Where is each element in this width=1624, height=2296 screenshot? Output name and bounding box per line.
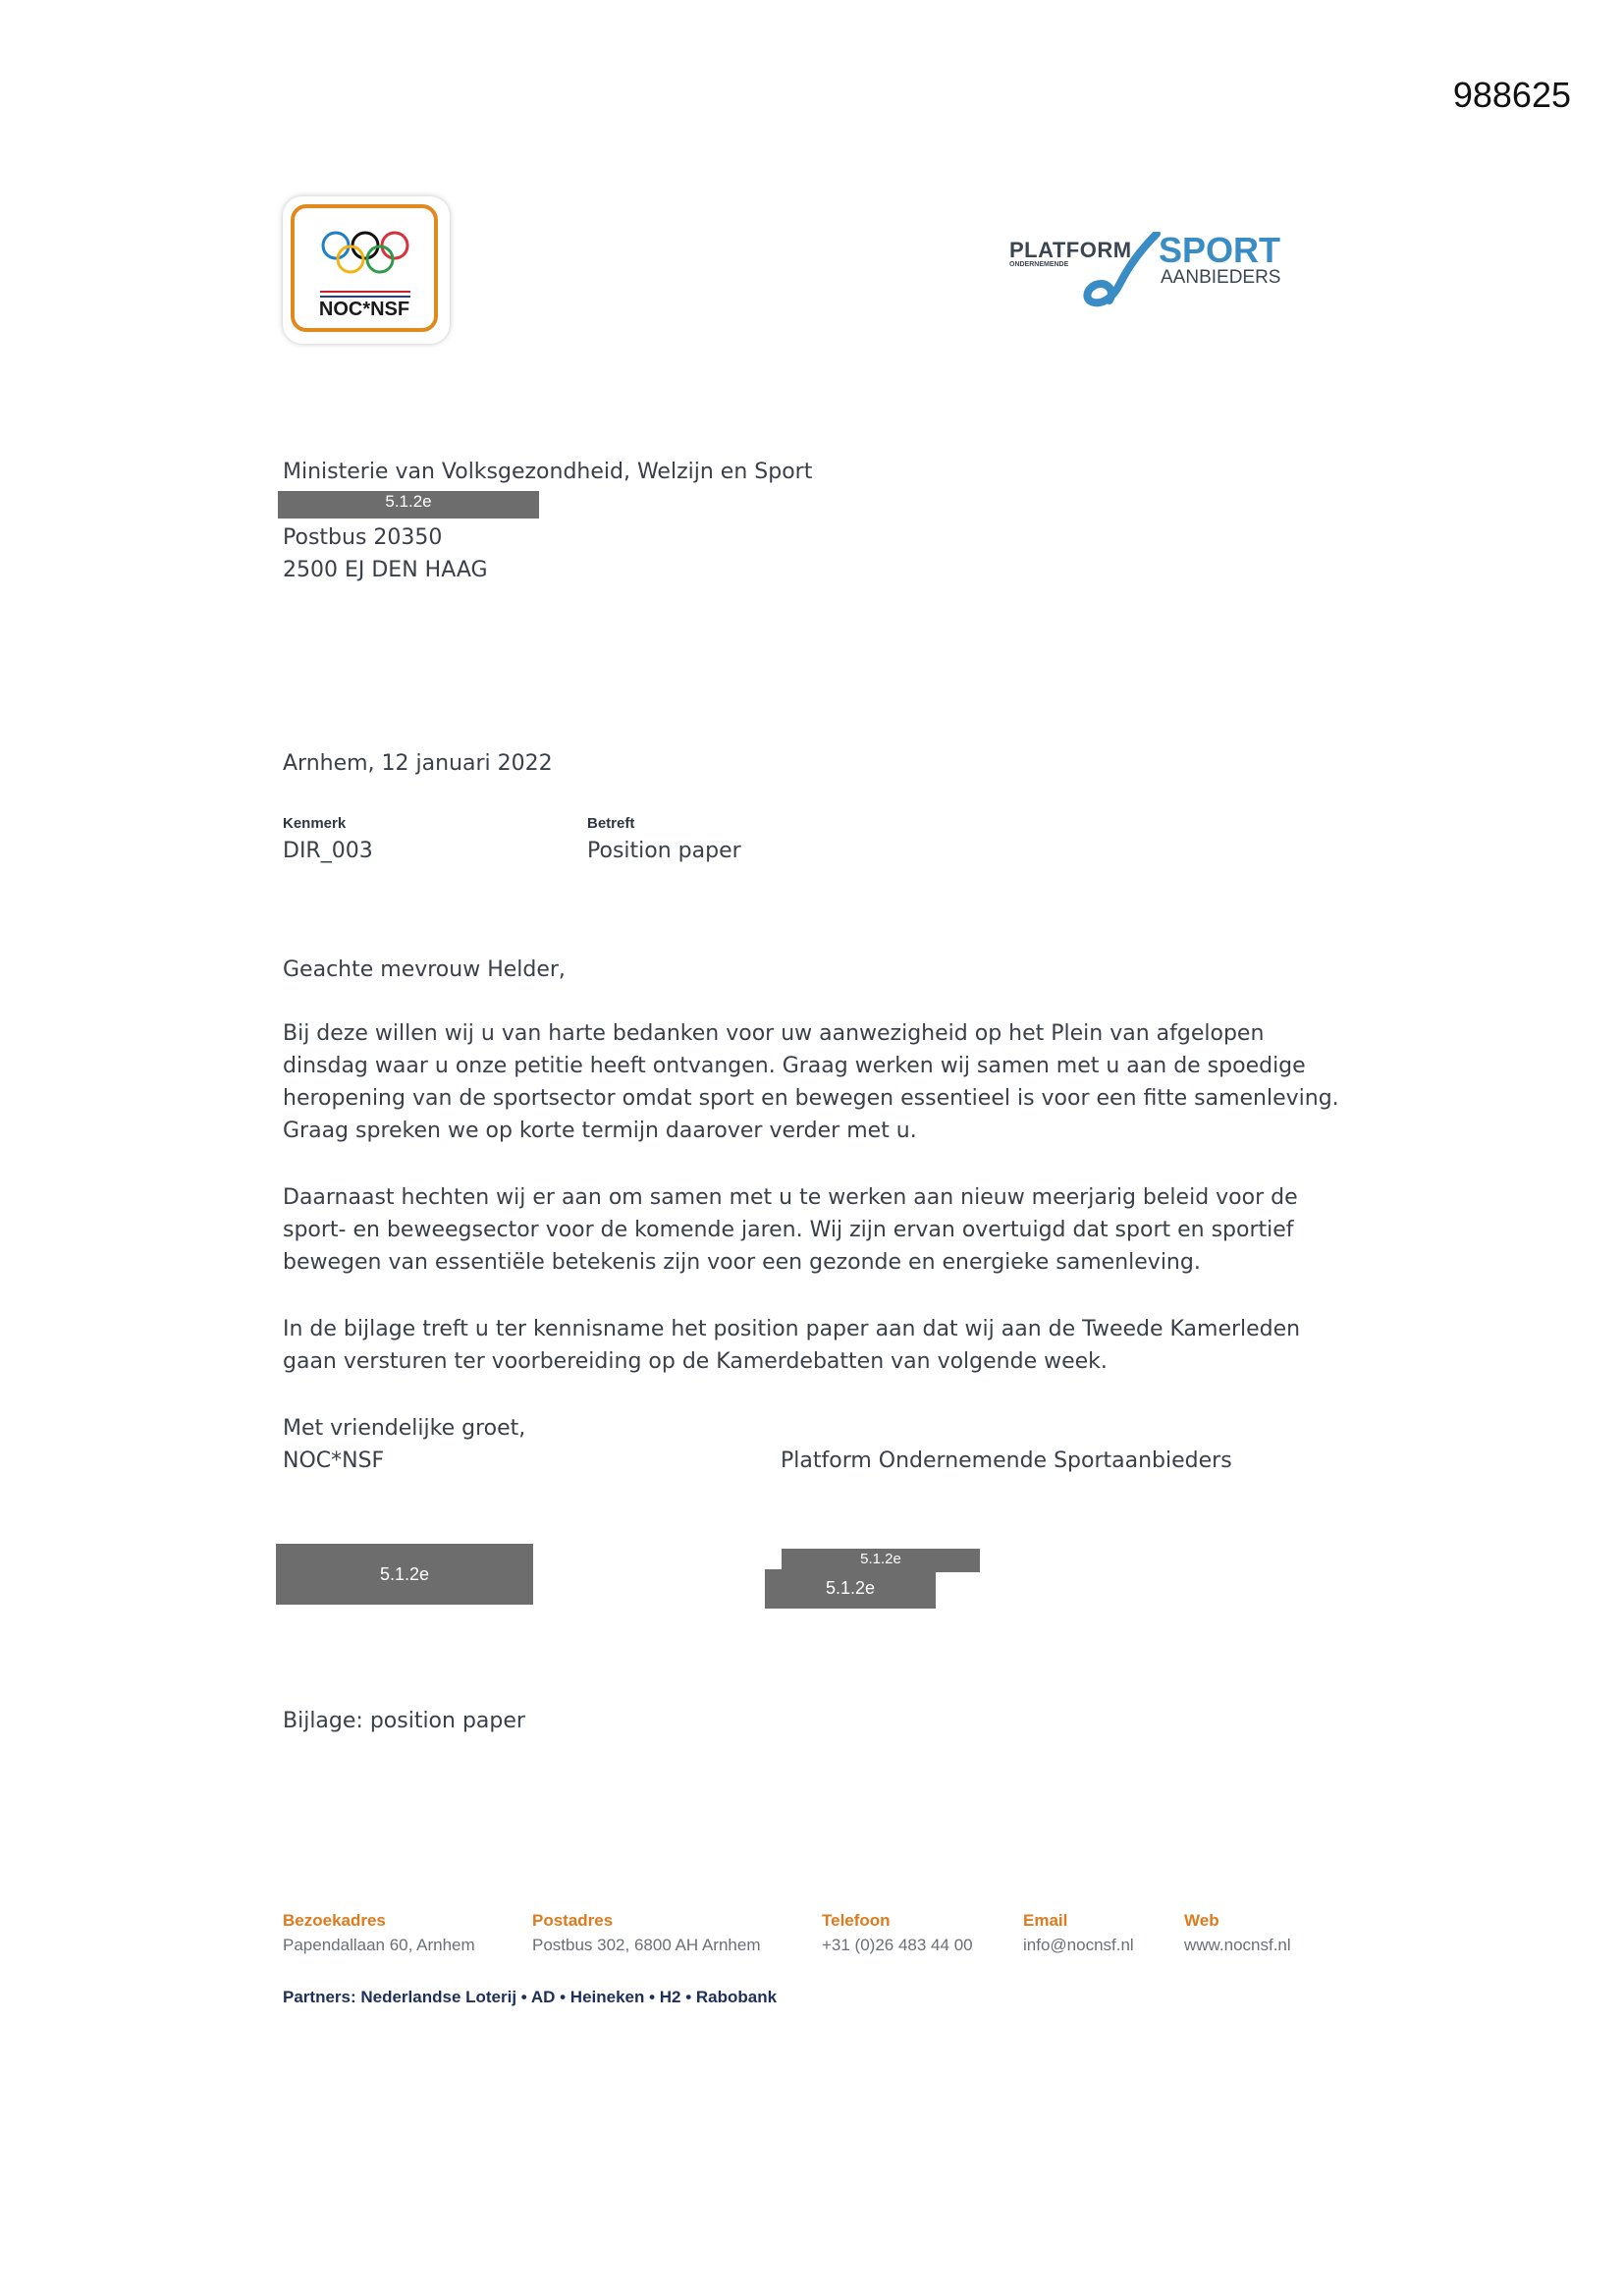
platform-sportaanbieders-logo (1005, 226, 1290, 314)
signature-redaction-right-bottom: 5.1.2e (765, 1569, 936, 1609)
paragraph-line: bewegen van essentiële betekenis zijn voor een gezonde en energieke samenleving. (283, 1250, 1201, 1275)
paragraph-line: In de bijlage treft u ter kennisname het position paper aan dat wij aan de Tweede Kamerleden (283, 1317, 1301, 1341)
body-paragraph-1 (283, 1017, 1343, 1147)
date-line: Arnhem, 12 januari 2022 (283, 751, 553, 776)
recipient-city: 2500 EJ DEN HAAG (283, 558, 488, 582)
paragraph-line: dinsdag waar u onze petitie heeft ontvangen. Graag werken wij samen met u aan de spoedige (283, 1054, 1306, 1078)
footer-label-telefoon: Telefoon (822, 1911, 891, 1930)
noc-nsf-logo-text: NOC*NSF (318, 299, 410, 320)
recipient-postbus: Postbus 20350 (283, 525, 443, 550)
signature-redaction-right-top: 5.1.2e (782, 1549, 980, 1572)
signer-right: Platform Ondernemende Sportaanbieders (781, 1449, 1232, 1473)
kenmerk-label: Kenmerk (283, 815, 347, 832)
paragraph-line: Bij deze willen wij u van harte bedanken voor uw aanwezigheid op het Plein van afgelopen (283, 1021, 1265, 1046)
platform-subword: ONDERNEMENDE (1009, 261, 1069, 268)
footer-value-telefoon: +31 (0)26 483 44 00 (822, 1936, 973, 1954)
betreft-value: Position paper (587, 839, 741, 863)
aanbieders-word: AANBIEDERS (1161, 267, 1281, 288)
signature-redaction-left: 5.1.2e (276, 1544, 533, 1605)
dutch-flag-stripes-icon (320, 291, 410, 299)
footer-value-email: info@nocnsf.nl (1023, 1936, 1134, 1954)
paragraph-line: gaan versturen ter voorbereiding op de Kamerdebatten van volgende week. (283, 1349, 1108, 1374)
sport-word: SPORT (1159, 230, 1281, 270)
paragraph-line: Daarnaast hechten wij er aan om samen met u te werken aan nieuw meerjarig beleid voor de (283, 1185, 1298, 1210)
body-paragraph-2 (283, 1181, 1343, 1279)
betreft-label: Betreft (587, 815, 635, 832)
noc-nsf-logo (283, 196, 450, 344)
document-number: 988625 (1452, 75, 1571, 115)
paragraph-line: sport- en beweegsector voor de komende jaren. Wij zijn ervan overtuigd dat sport en sportief (283, 1218, 1294, 1242)
platform-word: PLATFORM (1009, 238, 1132, 262)
footer-label-web: Web (1184, 1911, 1219, 1930)
closing-greeting: Met vriendelijke groet, (283, 1416, 526, 1441)
footer-value-web: www.nocnsf.nl (1184, 1936, 1291, 1954)
attachment-line: Bijlage: position paper (283, 1709, 525, 1733)
footer-label-email: Email (1023, 1911, 1068, 1930)
recipient-name: Ministerie van Volksgezondheid, Welzijn en Sport (283, 460, 813, 484)
kenmerk-value: DIR_003 (283, 839, 373, 863)
paragraph-line: Graag spreken we op korte termijn daarover verder met u. (283, 1119, 917, 1143)
footer-label-postadres: Postadres (532, 1911, 614, 1930)
partners-line: Partners: Nederlandse Loterij • AD • Heineken • H2 • Rabobank (283, 1988, 778, 2006)
olympic-rings-icon (320, 230, 410, 275)
noc-nsf-logo-frame (291, 204, 438, 332)
footer-label-bezoekadres: Bezoekadres (283, 1911, 386, 1930)
paragraph-line: heropening van de sportsector omdat sport en bewegen essentieel is voor een fitte samenleving. (283, 1086, 1339, 1111)
footer-value-postadres: Postbus 302, 6800 AH Arnhem (532, 1936, 761, 1954)
redaction-block: 5.1.2e (278, 491, 539, 519)
salutation: Geachte mevrouw Helder, (283, 957, 566, 982)
signer-left: NOC*NSF (283, 1449, 385, 1473)
body-paragraph-3 (283, 1313, 1343, 1378)
footer-value-bezoekadres: Papendallaan 60, Arnhem (283, 1936, 475, 1954)
